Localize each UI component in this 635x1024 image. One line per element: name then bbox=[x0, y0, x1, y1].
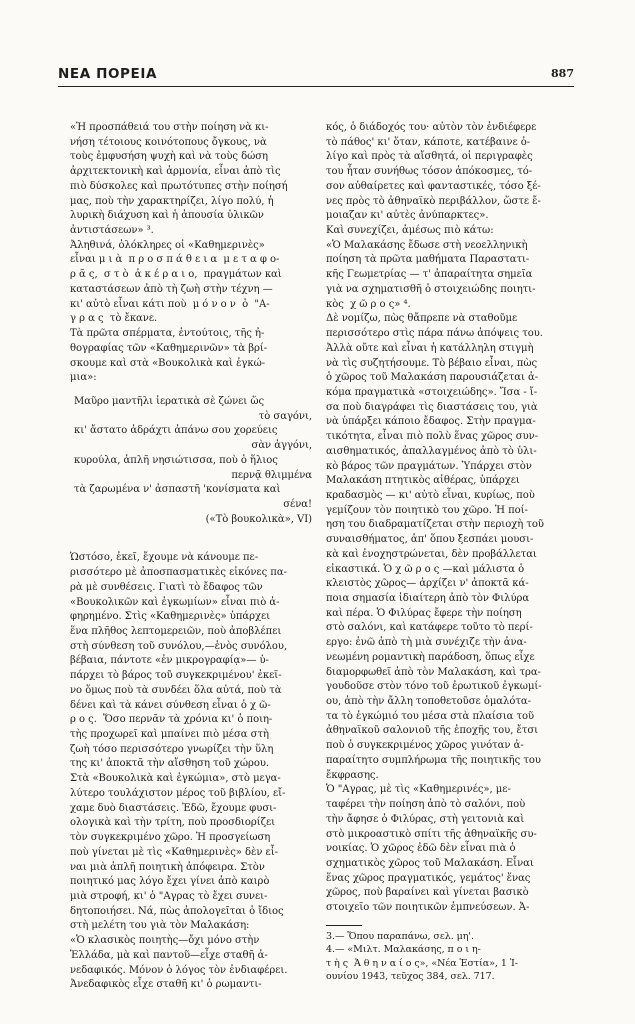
paragraph bbox=[326, 121, 570, 224]
text-line: τα τὸ ἐγκώμιό του μέσα στὰ πλαίσια τοῦ bbox=[326, 710, 535, 722]
paragraph bbox=[70, 327, 312, 386]
text-line: ποιητικό μας λόγο ἔχει γίνει ἀπὸ καιρὸ bbox=[70, 876, 270, 888]
text-line: γουδοῦσε στὸν τόνο τοῦ ἐρωτικοῦ ἐγκωμί- bbox=[326, 681, 542, 693]
footnotes bbox=[326, 930, 570, 984]
text-line: σα ποὺ διαγράφει τὶς διαστάσεις του, γιὰ bbox=[326, 401, 538, 413]
text-line: του ἦταν συνήθως τόσον ἀπόκοσμες, τό- bbox=[326, 166, 533, 178]
text-line: νὰ τὶς συζητήσουμε. Τὸ βέβαιο εἶναι, πὼς bbox=[326, 357, 538, 369]
text-line: Στὰ «Βουκολικὰ καὶ ἐγκώμια», στὸ μεγα- bbox=[70, 773, 281, 785]
text-line: νο ὅμως ποὺ τὰ συνδέει ὅλα αὐτά, ποὺ τὰ bbox=[70, 684, 282, 696]
poem-line: περνᾷ θλιμμένα bbox=[231, 469, 312, 481]
text-line: κὸς χ ῶ ρ ο ς» ⁴. bbox=[326, 298, 411, 310]
text-line: διαμορφωθεῖ ἀπὸ τὸν Μαλακάση, καὶ τρα- bbox=[326, 666, 541, 678]
text-line: κῆς Γεωμετρίας — τ' ἀπαραίτητα σημεῖα bbox=[326, 269, 533, 281]
text-line: στὴ μελέτη του γιὰ τὸν Μαλακάση: bbox=[70, 920, 250, 932]
poem-line: σὰν ἀγγόνι, bbox=[251, 440, 312, 452]
text-line: «Βουκολικῶν καὶ ἐγκωμίων» εἶναι πιὸ ἀ- bbox=[70, 596, 280, 608]
text-line: ηση του διαδραματίζεται στὴν περιοχὴ τοῦ bbox=[326, 519, 544, 531]
poem-quote bbox=[70, 395, 312, 527]
text-line: Ἑλλάδα, μὰ καὶ παντοῦ—εἶχε σταθῆ ἀ- bbox=[70, 949, 268, 961]
text-line: βέβαια, πάντοτε «ἐν μικρογραφίᾳ»— ὑ- bbox=[70, 655, 269, 667]
text-line: ρὰ μὲ συνθέσεις. Γιατὶ τὸ ἔδαφος τῶν bbox=[70, 581, 263, 593]
text-line: Μαλακάση πτητικὸς αἰθέρας, ὑπάρχει bbox=[326, 475, 520, 487]
text-line: νες πρὸς τὸ ἀθηναϊκὸ περιβάλλον, ὥστε ἔ- bbox=[326, 195, 541, 207]
text-line: Ἀλλὰ οὔτε καὶ εἶναι ἡ κατάλληλη στιγμὴ bbox=[326, 342, 534, 354]
text-line: τοὺς ἐμφυσήση ψυχὴ καὶ νὰ τοὺς δώση bbox=[70, 151, 269, 163]
spacer bbox=[70, 537, 312, 551]
text-line: τ ὴ ς Ἀ θ η ν α ί ο ς», «Νέα Ἑστία», 1 Ἰ- bbox=[326, 957, 518, 969]
text-line: ἕνα πλῆθος λεπτομερειῶν, ποὺ ἀποβλέπει bbox=[70, 626, 282, 637]
text-line: Δὲ νομίζω, πὼς θἄπρεπε νὰ σταθοῦμε bbox=[326, 313, 518, 325]
text-line: μιὰ στροφή, κι' ὁ "Αγρας τὸ ἔχει συνει- bbox=[70, 890, 268, 902]
text-line: ὁ χῶρος τοῦ Μαλακάση παρουσιάζεται ἀ- bbox=[326, 372, 539, 384]
text-line: 4.— «Μιλτ. Μαλακάσης, π ο ι η- bbox=[326, 944, 481, 956]
text-line: Τὰ πρῶτα σπέρματα, ἐντούτοις, τῆς ἠ- bbox=[70, 328, 265, 340]
text-line: γ ρ α ς τὸ ἔκανε. bbox=[70, 313, 158, 325]
text-line: νεωμένη ρομαντικὴ παράδοση, ὅπως εἶχε bbox=[326, 651, 535, 663]
text-line: ρισσότερο μὲ ἀποσπασματικὲς εἰκόνες πα- bbox=[70, 567, 287, 579]
text-line: εργο: ἐνῶ ἀπὸ τὴ μιὰ συνέχιζε τὴν ἀνα- bbox=[326, 637, 527, 649]
paragraph bbox=[70, 934, 312, 993]
text-line: «Ὁ Μαλακάσης ἔδωσε στὴ νεοελληνικὴ bbox=[326, 239, 528, 251]
text-line: μοιαζαν κι' αὐτὲς ἀνύπαρκτες». bbox=[326, 210, 489, 222]
text-line: στὸ σαλόνι, καὶ κατάφερε τοῦτο τὸ περί- bbox=[326, 622, 533, 634]
text-line: πάρχει τὸ βάρος τοῦ συγκεκριμένου' ἐκεῖ- bbox=[70, 670, 282, 682]
text-line: στοιχεῖο τῶν ποιητικῶν ἐμπνεύσεων. Ἀ- bbox=[326, 902, 530, 914]
text-line: τὴς προχωρεῖ καὶ μπαίνει πιὸ μέσα στὴ bbox=[70, 729, 269, 741]
paragraph bbox=[326, 783, 570, 915]
poem-line: κυρούλα, ἁπλῆ νησιώτισσα, ποὺ ὁ ἥλιος bbox=[74, 454, 278, 466]
text-line: ποίηση τὰ πρῶτα μαθήματα Παραστατι- bbox=[326, 254, 530, 266]
text-line: τικότητα, εἶναι πιὸ πολὺ ἕνας χῶρος συν- bbox=[326, 431, 539, 443]
text-line: ποια σημασία ἰδιαίτερη ἀπὸ τὸν Φιλύρα bbox=[326, 593, 530, 604]
text-line: λίγο καὶ πρὸς τὰ αἴσθητά, οἱ περιγραφὲς bbox=[326, 151, 533, 163]
paragraph bbox=[326, 312, 570, 783]
text-line: λύτερο τουλάχιστον μέρος τοῦ βιβλίου, εἴ- bbox=[70, 787, 286, 799]
text-line: τὸ πάθος' κι' ὅταν, κάποτε, κατέβαινε ὀ- bbox=[326, 136, 531, 148]
poem-line: τὰ ζαρωμένα ν' ἀσπαστῆ 'κονίσματα καὶ bbox=[74, 484, 281, 496]
text-line: ου, ἀπὸ τὴν ἄλλη τοποθετοῦσε ὁμαλότα- bbox=[326, 696, 531, 708]
text-line: δένει καὶ τὰ κάνει σύνθεση εἶναι ὁ χ ῶ- bbox=[70, 699, 271, 711]
left-column bbox=[70, 121, 312, 993]
paragraph bbox=[326, 224, 570, 239]
text-line: ολογικὰ καὶ τὴν τρίτη, ποὺ προσδιορίζει bbox=[70, 817, 276, 829]
text-line: ἔκφρασης. bbox=[326, 769, 379, 781]
paragraph bbox=[70, 239, 312, 327]
text-line: κὸ βάρος τῶν πραγμάτων. Ὑπάρχει στὸν bbox=[326, 460, 532, 472]
text-line: εἶναι μ ι ὰ π ρ ο σ π ά θ ε ι α μ ε τ α φ ο- bbox=[70, 254, 280, 266]
text-line: στὴ σύνθεση τοῦ συνόλου,—ἑνὸς συνόλου, bbox=[70, 640, 288, 652]
journal-title: ΝΕΑ ΠΟΡΕΙΑ bbox=[58, 66, 158, 82]
text-line: σκουμε καὶ στὰ «Βουκολικὰ καὶ ἐγκώ- bbox=[70, 357, 266, 369]
poem-line: τὸ σαγόνι, bbox=[258, 410, 312, 422]
text-line: «Ἡ προσπάθειά του στὴν ποίηση νὰ κι- bbox=[70, 122, 269, 133]
text-line: νεδαφικός. Μόνον ὁ λόγος τὸν ἐνδιαφέρει. bbox=[70, 964, 288, 976]
text-line: χαμε δυὸ διαστάσεις. Ἐδῶ, ἔχουμε φυσι- bbox=[70, 802, 277, 814]
text-line: κραδασμὸς — κι' αὐτὸ εἶναι, κυρίως, ποὺ bbox=[326, 489, 535, 501]
text-line: ποὺ γίνεται μὲ τὶς «Καθημερινὲς» δὲν εἶ- bbox=[70, 846, 278, 858]
poem-line: Μαῦρο μαντῆλι ἱερατικὰ σὲ ζώνει ὥς bbox=[74, 395, 265, 407]
page-number: 887 bbox=[551, 67, 574, 80]
text-line: κόμα πραγματικὰ «στοιχειώδης». Ἴσα - ἴ- bbox=[326, 386, 538, 398]
text-line: Ἀνεδαφικὸς εἶχε σταθῆ κι' ὁ ρωμαντι- bbox=[70, 979, 262, 991]
text-line: ἕνας χῶρος πραγματικός, γεμάτος' ἕνας bbox=[326, 872, 531, 884]
text-line: καὶ πέρα. Ὁ Φιλύρας ἔφερε τὴν ποίηση bbox=[326, 607, 522, 619]
text-line: παραίτητο συμπλήρωμα τῆς ποιητικῆς του bbox=[326, 754, 541, 766]
text-line: κὰ καὶ ἐνοχηστρώνεται, δὲν προβάλλεται bbox=[326, 548, 537, 560]
text-line: Ὁ "Αγρας, μὲ τὶς «Καθημερινές», με- bbox=[326, 784, 511, 796]
text-line: μας, ποὺ τὴν χαρακτηρίζει, λίγο πολύ, ἡ bbox=[70, 195, 274, 207]
text-line: νήση τέτοιους κοινότοπους ὄγκους, νὰ bbox=[70, 136, 267, 148]
text-line: σχηματικὸς χῶρος τοῦ Μαλακάση. Εἶναι bbox=[326, 857, 534, 869]
text-line: γεμίζουν τὸν ποιητικὸ του χῶρο. Ἡ ποί- bbox=[326, 504, 528, 516]
paragraph bbox=[70, 121, 312, 239]
text-line: της κι' ἀποκτᾶ τὴν αἴσθηση τοῦ χώρου. bbox=[70, 758, 270, 770]
paragraph bbox=[326, 239, 570, 313]
text-line: σον αὐθαίρετες καὶ φανταστικές, τόσο ξέ- bbox=[326, 180, 541, 192]
text-line: τὸν συγκεκριμένο χῶρο. Ἡ προσγείωση bbox=[70, 832, 271, 844]
right-column bbox=[326, 121, 570, 984]
text-line: ἀντιστάσεων» ³. bbox=[70, 225, 154, 237]
text-line: Καὶ συνεχίζει, ἀμέσως πιὸ κάτω: bbox=[326, 225, 494, 237]
text-line: νοικίας. Ὁ χῶρος ἐδῶ δὲν εἶναι πιὰ ὁ bbox=[326, 843, 516, 855]
text-line: ταφέρει τὴν ποίηση ἀπὸ τὸ σαλόνι, ποὺ bbox=[326, 799, 526, 811]
text-line: συναισθήματος, ἀπ' ὅπου ξεσπάει μουσι- bbox=[326, 534, 534, 546]
text-line: καταστάσεων ἀπὸ τὴ ζωὴ στὴν τέχνη — bbox=[70, 283, 273, 295]
text-line: ζωὴ τόσο περισσότερο γνωρίζει τὴν ὕλη bbox=[70, 743, 274, 755]
text-line: ποὺ ὁ συγκεκριμένος χῶρος γινόταν ἀ- bbox=[326, 740, 524, 752]
text-line: μια»: bbox=[70, 372, 97, 384]
footnote-rule bbox=[326, 925, 362, 926]
text-line: κός, ὁ διάδοχός του· αὐτὸν τὸν ἐνδιέφερε bbox=[326, 122, 537, 133]
text-line: ρ ᾶ ς, σ τ ὸ ἀ κ έ ρ α ι ο, πραγμάτων καὶ bbox=[70, 269, 282, 281]
text-line: Ὡστόσο, ἐκεῖ, ἔχουμε νὰ κάνουμε πε- bbox=[70, 552, 259, 564]
poem-line: σένα! bbox=[283, 498, 312, 510]
text-line: τὴν ἄφησε ὁ Φιλύρας, στὴ γειτονιὰ καὶ bbox=[326, 813, 525, 825]
paragraph bbox=[70, 551, 312, 934]
text-line: θογραφίας τῶν «Καθημερινῶν» τὰ βρί- bbox=[70, 342, 268, 354]
text-line: κι' αὐτὸ εἶναι κάτι ποὺ μ ό ν ο ν ὁ "Α- bbox=[70, 298, 270, 310]
text-line: ἀρχιτεκτονικὴ καὶ ἁρμονία, εἶναι ἀπὸ τὶς bbox=[70, 166, 281, 178]
text-line: γιὰ να σχηματισθῆ ὁ στοιχειώδης ποιητι- bbox=[326, 283, 536, 295]
text-line: 3.— Ὅπου παραπάνω, σελ. μη'. bbox=[326, 930, 474, 942]
text-line: λυρικὴ διάχυση καὶ ἡ ἀπουσία ὑλικῶν bbox=[70, 210, 264, 222]
text-line: αισθηματικός, ἀπαλλαγμένος ἀπὸ τὸ ὑλι- bbox=[326, 445, 537, 457]
text-line: ἀθηναϊκοῦ σαλονιοῦ τῆς ἐποχῆς του, ἔτσι bbox=[326, 725, 539, 737]
text-line: δητοποιήσει. Νά, πὼς ἀπολογεῖται ὁ ἴδιος bbox=[70, 905, 284, 917]
text-line: χῶρος, ποὺ βαραίνει καὶ γίνεται βασικὸ bbox=[326, 887, 529, 899]
poem-line: («Τὸ βουκολικὰ», VI) bbox=[205, 513, 312, 525]
text-line: νὰ ὑπάρξει κάποιο ἔδαφος. Στὴν πραγμα- bbox=[326, 416, 536, 428]
text-line: κλειστὸς χῶρος— ἀρχίζει ν' ἀποκτᾶ κά- bbox=[326, 578, 529, 590]
text-line: φηρημένο. Στὶς «Καθημερινὲς» ὑπάρχει bbox=[70, 611, 271, 623]
text-line: «Ὁ κλασικὸς ποιητὴς—ὄχι μόνο στὴν bbox=[70, 935, 260, 947]
text-line: περισσότερο στὶς πάρα πάνω ἀπόψεις του. bbox=[326, 328, 543, 340]
text-line: ρ ο ς. Ὅσο περνᾶν τὰ χρόνια κι' ὁ ποιη- bbox=[70, 714, 273, 726]
text-line: Ἀληθινά, ὁλόκληρες οἱ «Καθημερινὲς» bbox=[70, 239, 265, 251]
text-line: ναι μιὰ ἁπλῆ ποιητικὴ ἀπόφειρα. Στὸν bbox=[70, 861, 265, 873]
text-line: στὸ μικροαστικὸ σπίτι τῆς ἀθηναϊκῆς συ- bbox=[326, 828, 537, 840]
text-line: πιὸ δύσκολες καὶ πρωτότυπες στὴν ποίησή bbox=[70, 180, 288, 192]
poem-line: κι' ἄστατο ἀδράχτι ἀπάνω σου χορεύεις bbox=[74, 425, 278, 437]
page-header bbox=[58, 64, 574, 87]
text-line: ουνίου 1943, τεῦχος 384, σελ. 717. bbox=[326, 971, 495, 983]
text-line: εἰκαστικά. Ὁ χ ῶ ρ ο ς —καὶ μάλιστα ὁ bbox=[326, 563, 525, 575]
